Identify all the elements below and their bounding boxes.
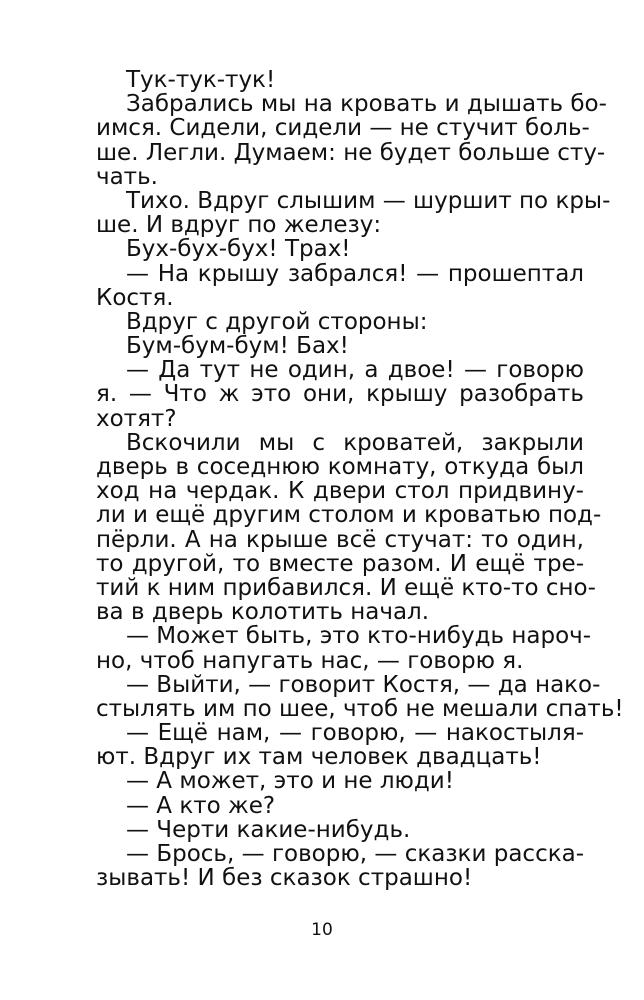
- text-line: Бух-бух-бух! Трах!: [126, 236, 351, 263]
- text-line: пёрли. А на крыше всё стучат: то один,: [96, 526, 584, 553]
- text-line: — Да тут не один, а двое! — говорю: [126, 357, 584, 384]
- text-line: я. — Что ж это они, крышу разобрать: [96, 381, 584, 408]
- text-line: Забрались мы на кровать и дышать бо-: [126, 91, 607, 118]
- text-line: — Черти какие-нибудь.: [126, 816, 411, 843]
- text-line: ход на чердак. К двери стол придвину-: [96, 478, 584, 505]
- text-line: ше. Легли. Думаем: не будет больше сту-: [96, 139, 606, 166]
- text-line: хотят?: [96, 405, 177, 432]
- text-line: стылять им по шее, чтоб не мешали спать!: [96, 695, 624, 722]
- text-line: чать.: [96, 163, 158, 190]
- text-line: Костя.: [96, 284, 174, 311]
- text-line: — На крышу забрался! — прошептал: [126, 260, 584, 287]
- text-line: ше. И вдруг по железу:: [96, 212, 382, 239]
- page-number: 10: [311, 920, 333, 940]
- text-line: — А кто же?: [126, 792, 276, 819]
- text-line: Вдруг с другой стороны:: [126, 308, 428, 335]
- text-line: Вскочили мы с кроватей, закрыли: [126, 429, 584, 456]
- text-line: имся. Сидели, сидели — не стучит боль-: [96, 115, 590, 142]
- text-line: дверь в соседнюю комнату, откуда был: [96, 454, 584, 480]
- text-line: ва в дверь колотить начал.: [96, 599, 430, 626]
- text-line: — Выйти, — говорит Костя, — да нако-: [126, 671, 601, 698]
- text-line: Тук-тук-тук!: [126, 67, 276, 93]
- text-line: — Брось, — говорю, — сказки расска-: [126, 841, 584, 867]
- text-line: Бум-бум-бум! Бах!: [126, 333, 349, 360]
- text-line: Тихо. Вдруг слышим — шуршит по кры-: [126, 187, 611, 214]
- text-line: зывать! И без сказок страшно!: [96, 865, 473, 892]
- text-line: ют. Вдруг их там человек двадцать!: [96, 744, 542, 771]
- text-line: — Может быть, это кто-нибудь нароч-: [126, 623, 592, 650]
- text-line: то другой, то вместе разом. И ещё тре-: [96, 550, 584, 577]
- text-line: ли и ещё другим столом и кроватью под-: [96, 502, 602, 529]
- text-line: но, чтоб напугать нас, — говорю я.: [96, 647, 524, 674]
- text-line: — А может, это и не люди!: [126, 768, 454, 795]
- text-line: — Ещё нам, — говорю, — накостыля-: [126, 720, 584, 747]
- body-text: [96, 67, 624, 892]
- text-line: тий к ним прибавился. И ещё кто-то сно-: [96, 574, 596, 601]
